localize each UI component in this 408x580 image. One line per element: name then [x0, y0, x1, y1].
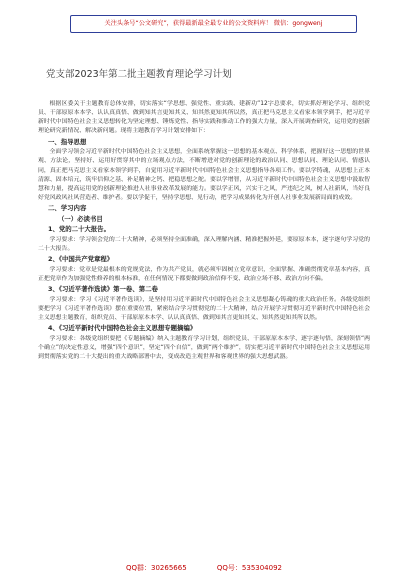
footer-contact: [0, 563, 408, 573]
section-heading: （一）必读书目: [58, 214, 103, 223]
section-heading: 2、《中国共产党章程》: [48, 255, 114, 264]
qq-group: QQ群：30265665: [126, 564, 187, 572]
document-body: [38, 100, 370, 362]
section-heading: 1、党的二十大报告。: [48, 225, 110, 234]
document-title: 党支部2023年第二批主题教育理论学习计划: [46, 69, 232, 80]
paragraph: 学习要求：学习《习近平著作选读》，是坚持用习近平新时代中国特色社会主义思想凝心铸魂的重大政治任务。各级党组织要把学习《习近平著作选读》摆在重要位置，紧密结合学习贯彻党的二十大精神，结合开展学习贯彻习近平新时代中国特色社会主义思想主题教育，组织党员、干部原原本本学、认认真真悟、做到知其言更知其义、知其然更知其所以然。: [38, 296, 370, 322]
section-heading: 二、学习内容: [48, 204, 87, 213]
paragraph: 全面学习领会习近平新时代中国特色社会主义思想，全面系统掌握这一思想的基本观点、科学体系，把握好这一思想的世界观、方法论，坚持好、运用好贯穿其中的立场观点方法，不断增进对党的创新理论的政治认同、思想认同、理论认同、情感认同，真正把马克思主义看家本领学到手，自觉用习近平新时代中国特色社会主义思想指导各项工作。要以学铸魂，从思想上正本清源、固本培元，筑牢信仰之基、补足精神之钙、把稳思想之舵。要以学增智，从习近平新时代中国特色社会主义思想中汲取智慧和力量，提高运用党的创新理论推进人社事业改革发展的能力。要以学正风，兴实干之风，严违纪之风，树人社新风，当好良好党风政风社风营造者、维护者。要以学促干，坚持学思想、见行动，把学习成果转化为开创人社事业发展新局面的成效。: [38, 149, 370, 201]
paragraph: 根据区委关于主题教育总体安排，切实落实“学思想、强党性、重实践、建新功”12字总要求，切实抓好理论学习、组织党员、干部原原本本学、认认真真悟、做到知其言更知其义、知其然更知其所以然，真正把马克思主义看家本领学到手，把习近平新时代中国特色社会主义思想转化为坚定理想、锤炼党性、指导实践和推动工作的强大力量，深入开展调查研究，运用党的创新理论研究新情况、解决新问题。现将主题教育学习计划安排如下：: [38, 101, 370, 135]
section-heading: 4、《习近平新时代中国特色社会主义思想专题摘编》: [48, 324, 197, 333]
paragraph: 学习要求：党章是党最根本的党规党法，作为共产党员，就必须牢固树立党章意识，全面掌握、准确贯彻党章基本内容，真正把党章作为加强党性修养的根本标准，在任何情况下都要做到政治信仰不变、政治立场不移、政治方向不偏。: [38, 266, 370, 282]
section-heading: 一、指导思想: [48, 137, 87, 146]
qq-number: QQ号：535304092: [216, 564, 282, 572]
paragraph: 学习要求：各级党组织要把《专题摘编》纳入主题教育学习计划，组织党员、干部原原本本学、逐字逐句悟，深刻领悟“两个确立”的决定性意义，增强“四个意识”，坚定“四个自信”，做到“两个维护”，切实把习近平新时代中国特色社会主义思想运用到贯彻落实党的二十大提出的重大战略部署中去，变成改造主观世界和客观世界的强大思想武器。: [38, 335, 370, 361]
section-heading: 3、《习近平著作选读》第一卷、第二卷: [48, 285, 158, 294]
promo-banner: 关注头条号“公文研究”，获得最新最全最专业的公文资料库！ 微信：gongwenj: [70, 15, 357, 33]
document-page: [38, 66, 370, 362]
paragraph: 学习要求：学习领会党的二十大精神，必须坚持全面准确，深入理解内涵、精准把握外延，要原原本本，逐字逐句学习党的二十大报告。: [38, 236, 370, 253]
